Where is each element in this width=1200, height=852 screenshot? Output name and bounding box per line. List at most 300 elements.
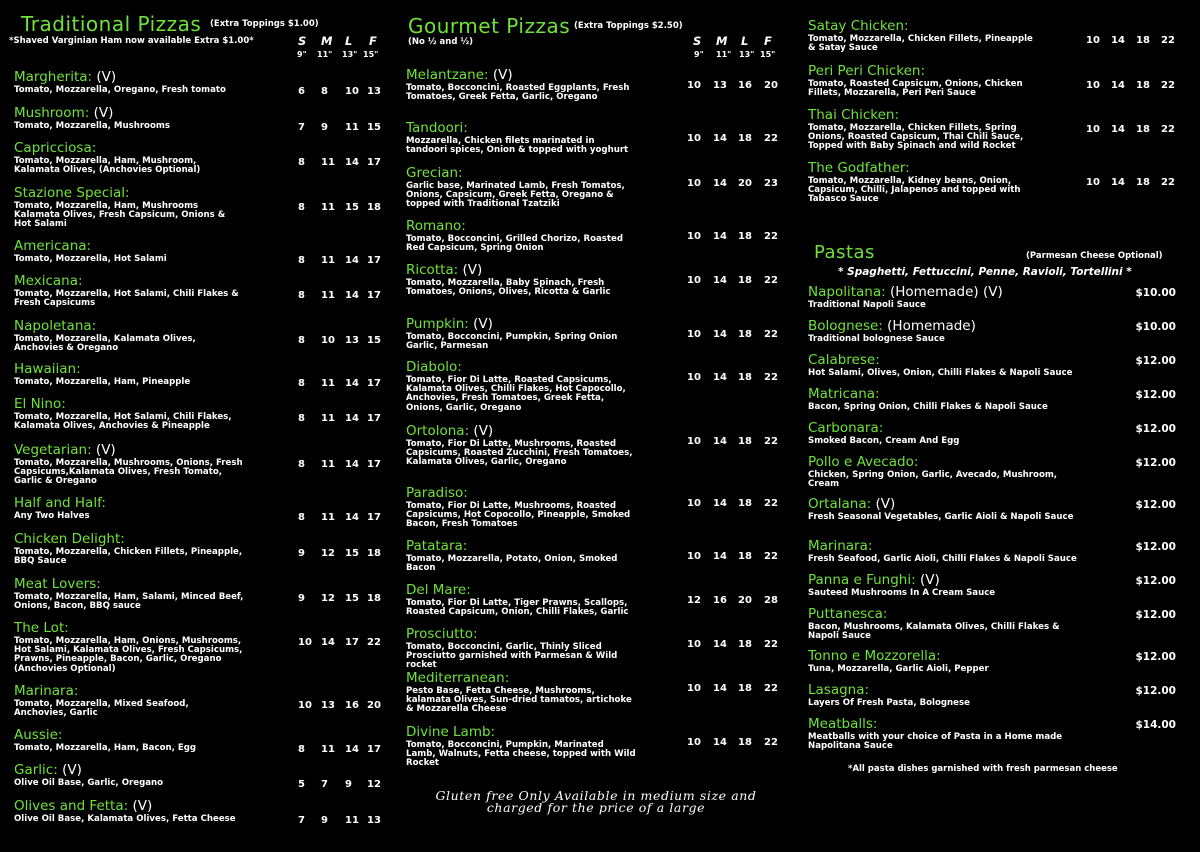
price-value: 9 bbox=[321, 815, 328, 826]
item-name bbox=[406, 424, 784, 439]
item-description: Tomato, Mozzarella, Ham, Salami, Minced Beef, Onions, Bacon, BBQ sauce bbox=[14, 592, 244, 612]
item-name-text: Tandoori: bbox=[406, 120, 468, 136]
pasta-price: $12.00 bbox=[1135, 609, 1176, 621]
price-value: 18 bbox=[1136, 177, 1150, 188]
item-description: Tomato, Bocconcini, Grilled Chorizo, Roasted Red Capsicum, Spring Onion bbox=[406, 234, 623, 254]
pasta-price: $10.00 bbox=[1135, 321, 1176, 333]
size-label: L bbox=[345, 34, 353, 48]
menu-item bbox=[808, 108, 1188, 152]
item-name-text: The Lot: bbox=[14, 620, 69, 636]
price-value: 20 bbox=[367, 700, 381, 711]
price-value: 11 bbox=[321, 157, 335, 168]
price-value: 10 bbox=[1086, 80, 1100, 91]
price-value: 22 bbox=[764, 436, 778, 447]
price-value: 8 bbox=[298, 512, 305, 523]
price-value: 10 bbox=[321, 335, 335, 346]
item-name bbox=[808, 161, 1188, 176]
price-value: 14 bbox=[345, 378, 359, 389]
price-value: 14 bbox=[345, 413, 359, 424]
price-value: 17 bbox=[367, 290, 381, 301]
price-value: 18 bbox=[1136, 80, 1150, 91]
pasta-name-text: Puttanesca: bbox=[808, 606, 888, 622]
item-description: Tomato, Fior Di Latte, Mushrooms, Roasted Capsicums, Roasted Zucchini, Fresh Tomatoes, Kalamata Olives, Garlic, Oregano bbox=[406, 439, 633, 468]
price-value: 11 bbox=[321, 378, 335, 389]
price-value: 11 bbox=[321, 459, 335, 470]
item-name bbox=[406, 68, 784, 83]
pasta-item bbox=[808, 455, 1188, 489]
price-value: 10 bbox=[687, 275, 701, 286]
item-name bbox=[406, 583, 784, 598]
item-name bbox=[14, 577, 390, 592]
gourmet-toppings-note: (Extra Toppings $2.50) bbox=[574, 21, 683, 31]
pasta-price: $12.00 bbox=[1135, 685, 1176, 697]
price-value: 11 bbox=[321, 202, 335, 213]
pasta-suffix: (Homemade) bbox=[887, 318, 976, 334]
pasta-description: Meatballs with your choice of Pasta in a Home made Napolitana Sauce bbox=[808, 732, 1063, 752]
item-suffix: (V) bbox=[62, 762, 82, 778]
pasta-price: $12.00 bbox=[1135, 423, 1176, 435]
price-value: 22 bbox=[764, 551, 778, 562]
price-value: 14 bbox=[713, 436, 727, 447]
pasta-name-text: Meatballs: bbox=[808, 716, 878, 732]
item-description: Tomato, Mozzarella, Chicken Fillets, Spring Onions, Roasted Capsicum, Thai Chili Sauce, Topped with Baby Spinach and wild Rocket bbox=[808, 123, 1024, 152]
item-name bbox=[14, 362, 390, 377]
pasta-name-text: Carbonara: bbox=[808, 420, 884, 436]
item-name-text: Peri Peri Chicken: bbox=[808, 63, 926, 79]
price-value: 11 bbox=[321, 512, 335, 523]
item-name bbox=[14, 319, 390, 334]
pasta-item bbox=[808, 319, 1188, 344]
item-name-text: Prosciutto: bbox=[406, 626, 478, 642]
item-name-text: Romano: bbox=[406, 218, 466, 234]
item-suffix: (V) bbox=[473, 316, 493, 332]
price-value: 12 bbox=[367, 779, 381, 790]
item-suffix: (V) bbox=[96, 69, 117, 85]
price-value: 14 bbox=[1111, 177, 1125, 188]
price-value: 18 bbox=[738, 372, 752, 383]
item-description: Tomato, Fior Di Latte, Roasted Capsicums, Kalamata Olives, Chilli Flakes, Hot Capocollo, Anchovies, Fresh Tomatoes, Greek Fetta, Onions, Garlic, Oregano bbox=[406, 375, 626, 413]
item-name-text: Capricciosa: bbox=[14, 140, 97, 156]
item-description: Olive Oil Base, Kalamata Olives, Fetta Cheese bbox=[14, 814, 236, 824]
price-value: 13 bbox=[367, 815, 381, 826]
size-label: S bbox=[693, 34, 702, 48]
price-value: 22 bbox=[764, 639, 778, 650]
pasta-item bbox=[808, 387, 1188, 412]
item-name-text: El Nino: bbox=[14, 396, 66, 412]
price-value: 18 bbox=[1136, 124, 1150, 135]
item-description: Tomato, Bocconcini, Pumpkin, Marinated Lamb, Walnuts, Fetta cheese, topped with Wild Rocket bbox=[406, 740, 636, 769]
item-description: Tomato, Mozzarella, Ham, Onions, Mushrooms, Hot Salami, Kalamata Olives, Fresh Capsicums, Prawns, Pineapple, Bacon, Garlic, Oregano (Anchovies Optional) bbox=[14, 636, 243, 674]
item-name bbox=[14, 141, 390, 156]
price-value: 18 bbox=[738, 133, 752, 144]
price-value: 14 bbox=[713, 551, 727, 562]
price-value: 10 bbox=[1086, 177, 1100, 188]
menu-item bbox=[406, 263, 784, 297]
pasta-name bbox=[808, 353, 1188, 368]
item-name bbox=[406, 539, 784, 554]
item-name bbox=[808, 19, 1188, 34]
price-value: 10 bbox=[687, 436, 701, 447]
item-name bbox=[406, 263, 784, 278]
pasta-name-text: Tonno e Mozzorella: bbox=[808, 648, 941, 664]
item-description: Tomato, Fior Di Latte, Tiger Prawns, Scallops, Roasted Capsicum, Onion, Chilli Flakes, Garlic bbox=[406, 598, 629, 618]
price-value: 17 bbox=[367, 459, 381, 470]
menu-item bbox=[406, 219, 784, 253]
price-value: 9 bbox=[321, 122, 328, 133]
item-description: Tomato, Mozzarella, Kidney beans, Onion, Capsicum, Chilli, Jalapenos and topped with Tabasco Sauce bbox=[808, 176, 1021, 205]
price-value: 10 bbox=[1086, 35, 1100, 46]
pasta-item bbox=[808, 285, 1188, 310]
item-name-text: Olives and Fetta: bbox=[14, 798, 129, 814]
pasta-price: $12.00 bbox=[1135, 389, 1176, 401]
pasta-name-text: Marinara: bbox=[808, 538, 873, 554]
price-value: 22 bbox=[1161, 35, 1175, 46]
item-description: Tomato, Mozzarella, Potato, Onion, Smoked Bacon bbox=[406, 554, 618, 574]
traditional-title: Traditional Pizzas bbox=[21, 12, 202, 36]
price-value: 22 bbox=[764, 133, 778, 144]
pasta-description: Smoked Bacon, Cream And Egg bbox=[808, 436, 960, 446]
price-value: 10 bbox=[687, 133, 701, 144]
menu-item bbox=[406, 317, 784, 351]
pasta-description: Chicken, Spring Onion, Garlic, Avecado, Mushroom, Cream bbox=[808, 470, 1058, 490]
pasta-name-text: Panna e Funghi: bbox=[808, 572, 916, 588]
pasta-name bbox=[808, 497, 1188, 512]
item-name-text: Meat Lovers: bbox=[14, 576, 101, 592]
item-description: Tomato, Mozzarella, Mushrooms bbox=[14, 121, 170, 131]
menu-item bbox=[14, 799, 390, 824]
price-value: 14 bbox=[713, 178, 727, 189]
item-description: Tomato, Mozzarella, Hot Salami bbox=[14, 254, 167, 264]
item-name-text: Mushroom: bbox=[14, 105, 90, 121]
price-value: 7 bbox=[298, 122, 305, 133]
pasta-price: $12.00 bbox=[1135, 575, 1176, 587]
item-name bbox=[14, 684, 390, 699]
item-description: Tomato, Bocconcini, Garlic, Thinly Sliced Prosciutto garnished with Parmesan & Wild rocket bbox=[406, 642, 618, 671]
price-value: 14 bbox=[1111, 35, 1125, 46]
menu-item bbox=[808, 19, 1188, 53]
item-name-text: Garlic: bbox=[14, 762, 58, 778]
item-name-text: Aussie: bbox=[14, 727, 63, 743]
price-value: 14 bbox=[321, 637, 335, 648]
item-suffix: (V) bbox=[492, 67, 513, 83]
item-name bbox=[406, 121, 784, 136]
size-label: M bbox=[716, 34, 728, 48]
pasta-name bbox=[808, 455, 1188, 470]
pasta-price: $12.00 bbox=[1135, 541, 1176, 553]
item-description: Tomato, Mozzarella, Oregano, Fresh tomato bbox=[14, 85, 226, 95]
price-value: 12 bbox=[687, 595, 701, 606]
price-value: 14 bbox=[345, 459, 359, 470]
menu-item bbox=[14, 239, 390, 264]
price-value: 10 bbox=[298, 700, 312, 711]
item-name-text: Half and Half: bbox=[14, 495, 106, 511]
menu-item bbox=[14, 443, 390, 487]
price-value: 14 bbox=[1111, 80, 1125, 91]
item-name bbox=[14, 186, 390, 201]
item-suffix: (V) bbox=[93, 105, 114, 121]
price-value: 10 bbox=[687, 372, 701, 383]
size-inches: 11" bbox=[716, 50, 732, 59]
pasta-name bbox=[808, 649, 1188, 664]
menu-item bbox=[808, 64, 1188, 98]
item-description: Tomato, Mozzarella, Mixed Seafood, Anchovies, Garlic bbox=[14, 699, 189, 719]
price-value: 14 bbox=[345, 157, 359, 168]
price-value: 17 bbox=[367, 744, 381, 755]
price-value: 14 bbox=[345, 744, 359, 755]
item-suffix: (V) bbox=[462, 262, 483, 278]
price-value: 17 bbox=[367, 255, 381, 266]
pasta-item bbox=[808, 421, 1188, 446]
price-value: 6 bbox=[298, 86, 305, 97]
price-value: 7 bbox=[298, 815, 305, 826]
price-value: 10 bbox=[687, 498, 701, 509]
price-value: 13 bbox=[345, 335, 359, 346]
price-value: 15 bbox=[345, 202, 359, 213]
item-description: Tomato, Roasted Capsicum, Onions, Chicken Fillets, Mozzarella, Peri Peri Sauce bbox=[808, 79, 1023, 99]
price-value: 10 bbox=[298, 637, 312, 648]
item-suffix: (V) bbox=[132, 798, 153, 814]
item-name bbox=[14, 763, 390, 778]
price-value: 22 bbox=[764, 329, 778, 340]
price-value: 14 bbox=[713, 275, 727, 286]
menu-item bbox=[406, 68, 784, 102]
traditional-toppings-note: (Extra Toppings $1.00) bbox=[210, 19, 319, 29]
pasta-price: $12.00 bbox=[1135, 457, 1176, 469]
price-value: 18 bbox=[738, 436, 752, 447]
pastas-title: Pastas bbox=[814, 242, 875, 263]
item-name bbox=[14, 106, 390, 121]
item-description: Tomato, Mozzarella, Hot Salami, Chili Flakes & Fresh Capsicums bbox=[14, 289, 239, 309]
item-name-text: Stazione Special: bbox=[14, 185, 130, 201]
item-name-text: Satay Chicken: bbox=[808, 18, 909, 34]
item-name bbox=[14, 397, 390, 412]
item-name-text: Mexicana: bbox=[14, 273, 83, 289]
item-name bbox=[14, 728, 390, 743]
item-name-text: Mediterranean: bbox=[406, 670, 510, 686]
item-name bbox=[406, 166, 784, 181]
price-value: 14 bbox=[713, 372, 727, 383]
price-value: 16 bbox=[738, 80, 752, 91]
pasta-name bbox=[808, 717, 1188, 732]
item-name-text: Napoletana: bbox=[14, 318, 97, 334]
gluten-free-note bbox=[406, 790, 786, 814]
item-name bbox=[808, 64, 1188, 79]
price-value: 15 bbox=[345, 593, 359, 604]
item-description: Tomato, Mozzarella, Ham, Mushrooms Kalamata Olives, Fresh Capsicum, Onions & Hot Salami bbox=[14, 201, 226, 230]
pasta-shapes: * Spaghetti, Fettuccini, Penne, Ravioli, Tortellini * bbox=[838, 266, 1132, 278]
price-value: 14 bbox=[713, 498, 727, 509]
item-description: Tomato, Mozzarella, Chicken Fillets, Pineapple & Satay Sauce bbox=[808, 34, 1033, 54]
size-label: M bbox=[321, 34, 333, 48]
pasta-description: Layers Of Fresh Pasta, Bolognese bbox=[808, 698, 970, 708]
price-value: 20 bbox=[764, 80, 778, 91]
price-value: 18 bbox=[367, 202, 381, 213]
pasta-price: $14.00 bbox=[1135, 719, 1176, 731]
menu-item bbox=[14, 397, 390, 431]
price-value: 10 bbox=[687, 231, 701, 242]
pasta-name-text: Lasagna: bbox=[808, 682, 870, 698]
menu-item bbox=[14, 106, 390, 131]
price-value: 17 bbox=[367, 512, 381, 523]
item-name bbox=[406, 671, 784, 686]
item-name bbox=[406, 317, 784, 332]
pasta-item bbox=[808, 353, 1188, 378]
item-name-text: Thai Chicken: bbox=[808, 107, 900, 123]
price-value: 8 bbox=[298, 255, 305, 266]
price-value: 15 bbox=[345, 548, 359, 559]
price-value: 8 bbox=[298, 202, 305, 213]
menu-item bbox=[406, 627, 784, 671]
item-description: Pesto Base, Fetta Cheese, Mushrooms, kalamata Olives, Sun-dried tamatos, artichoke & Mozzarella Cheese bbox=[406, 686, 632, 715]
pasta-price: $12.00 bbox=[1135, 355, 1176, 367]
item-name-text: Diabolo: bbox=[406, 359, 462, 375]
gourmet-half-note: (No ½ and ½) bbox=[408, 37, 474, 47]
price-value: 10 bbox=[687, 178, 701, 189]
pasta-description: Tuna, Mozzarella, Garlic Aioli, Pepper bbox=[808, 664, 989, 674]
item-name bbox=[14, 496, 390, 511]
price-value: 8 bbox=[298, 459, 305, 470]
price-value: 22 bbox=[764, 231, 778, 242]
menu-item bbox=[14, 728, 390, 753]
item-suffix: (V) bbox=[473, 423, 494, 439]
pasta-item bbox=[808, 573, 1188, 598]
item-name-text: Americana: bbox=[14, 238, 92, 254]
item-name-text: Marinara: bbox=[14, 683, 79, 699]
size-label: F bbox=[369, 34, 377, 48]
price-value: 11 bbox=[345, 815, 359, 826]
pasta-item bbox=[808, 607, 1188, 641]
menu-item bbox=[14, 274, 390, 308]
menu-item bbox=[14, 496, 390, 521]
price-value: 11 bbox=[321, 255, 335, 266]
price-value: 22 bbox=[764, 683, 778, 694]
item-name bbox=[14, 443, 390, 458]
price-value: 8 bbox=[298, 744, 305, 755]
price-value: 8 bbox=[298, 157, 305, 168]
item-name bbox=[808, 108, 1188, 123]
item-name-text: Pumpkin: bbox=[406, 316, 469, 332]
pasta-description: Bacon, Spring Onion, Chilli Flakes & Napoli Sauce bbox=[808, 402, 1048, 412]
price-value: 22 bbox=[1161, 177, 1175, 188]
menu-item bbox=[14, 70, 390, 95]
pasta-description: Fresh Seasonal Vegetables, Garlic Aioli & Napoli Sauce bbox=[808, 512, 1074, 522]
item-name-text: Ricotta: bbox=[406, 262, 459, 278]
price-value: 16 bbox=[345, 700, 359, 711]
item-name-text: Vegetarian: bbox=[14, 442, 92, 458]
pasta-description: Traditional Napoli Sauce bbox=[808, 300, 926, 310]
price-value: 18 bbox=[738, 639, 752, 650]
pasta-name bbox=[808, 683, 1188, 698]
price-value: 22 bbox=[764, 275, 778, 286]
item-description: Tomato, Bocconcini, Pumpkin, Spring Onion Garlic, Parmesan bbox=[406, 332, 618, 352]
price-value: 14 bbox=[713, 329, 727, 340]
menu-item bbox=[808, 161, 1188, 205]
pasta-name-text: Matricana: bbox=[808, 386, 880, 402]
size-inches: 13" bbox=[739, 50, 755, 59]
price-value: 7 bbox=[321, 779, 328, 790]
price-value: 18 bbox=[738, 683, 752, 694]
price-value: 10 bbox=[687, 737, 701, 748]
price-value: 18 bbox=[738, 329, 752, 340]
price-value: 8 bbox=[321, 86, 328, 97]
price-value: 14 bbox=[345, 512, 359, 523]
price-value: 20 bbox=[738, 178, 752, 189]
pasta-price: $12.00 bbox=[1135, 651, 1176, 663]
price-value: 15 bbox=[367, 122, 381, 133]
size-label: S bbox=[298, 34, 307, 48]
price-value: 22 bbox=[1161, 124, 1175, 135]
item-name-text: Hawaiian: bbox=[14, 361, 81, 377]
price-value: 14 bbox=[713, 737, 727, 748]
item-name bbox=[14, 70, 390, 85]
item-description: Garlic base, Marinated Lamb, Fresh Tomatos, Onions, Capsicum, Greek Fetta, Oregano & topped with Traditional Tzatziki bbox=[406, 181, 625, 210]
menu-item bbox=[14, 362, 390, 387]
pasta-description: Fresh Seafood, Garlic Aioli, Chilli Flakes & Napoli Sauce bbox=[808, 554, 1077, 564]
item-description: Tomato, Mozzarella, Ham, Bacon, Egg bbox=[14, 743, 197, 753]
price-value: 28 bbox=[764, 595, 778, 606]
price-value: 11 bbox=[321, 290, 335, 301]
price-value: 18 bbox=[1136, 35, 1150, 46]
item-description: Olive Oil Base, Garlic, Oregano bbox=[14, 778, 164, 788]
price-value: 22 bbox=[367, 637, 381, 648]
price-value: 8 bbox=[298, 290, 305, 301]
pasta-name bbox=[808, 387, 1188, 402]
menu-item bbox=[14, 532, 390, 566]
size-label: L bbox=[741, 34, 749, 48]
pasta-description: Traditional bolognese Sauce bbox=[808, 334, 945, 344]
price-value: 13 bbox=[367, 86, 381, 97]
menu-item bbox=[14, 763, 390, 788]
item-description: Tomato, Mozzarella, Hot Salami, Chili Flakes, Kalamata Olives, Anchovies & Pineapple bbox=[14, 412, 232, 432]
item-description: Tomato, Bocconcini, Roasted Eggplants, Fresh Tomatoes, Greek Fetta, Garlic, Oregano bbox=[406, 83, 630, 103]
price-value: 9 bbox=[298, 548, 305, 559]
item-name-text: Chicken Delight: bbox=[14, 531, 125, 547]
gluten-line-2: charged for the price of a large bbox=[486, 800, 706, 815]
pasta-name bbox=[808, 573, 1188, 588]
price-value: 8 bbox=[298, 413, 305, 424]
item-description: Tomato, Mozzarella, Ham, Pineapple bbox=[14, 377, 191, 387]
menu-item bbox=[14, 621, 390, 674]
pasta-name-text: Bolognese: bbox=[808, 318, 883, 334]
price-value: 22 bbox=[764, 372, 778, 383]
price-value: 14 bbox=[345, 290, 359, 301]
menu-item bbox=[14, 186, 390, 230]
item-suffix: (V) bbox=[95, 442, 116, 458]
size-inches: 9" bbox=[694, 50, 704, 59]
price-value: 18 bbox=[367, 593, 381, 604]
size-inches: 15" bbox=[363, 50, 379, 59]
pasta-price: $12.00 bbox=[1135, 499, 1176, 511]
pasta-item bbox=[808, 683, 1188, 708]
price-value: 18 bbox=[738, 231, 752, 242]
size-inches: 11" bbox=[317, 50, 333, 59]
price-value: 8 bbox=[298, 378, 305, 389]
price-value: 17 bbox=[367, 413, 381, 424]
menu-item bbox=[406, 671, 784, 715]
item-description: Tomato, Mozzarella, Chicken Fillets, Pineapple, BBQ Sauce bbox=[14, 547, 243, 567]
menu-item bbox=[406, 166, 784, 210]
price-value: 14 bbox=[713, 639, 727, 650]
item-description: Tomato, Mozzarella, Kalamata Olives, Anchovies & Oregano bbox=[14, 334, 196, 354]
price-value: 18 bbox=[738, 737, 752, 748]
price-value: 18 bbox=[367, 548, 381, 559]
menu-item bbox=[14, 577, 390, 611]
gourmet-title: Gourmet Pizzas bbox=[408, 14, 571, 38]
menu-item bbox=[406, 121, 784, 155]
ham-note: *Shaved Varginian Ham now available Extra $1.00* bbox=[9, 36, 254, 46]
price-value: 9 bbox=[345, 779, 352, 790]
menu-item bbox=[406, 725, 784, 769]
